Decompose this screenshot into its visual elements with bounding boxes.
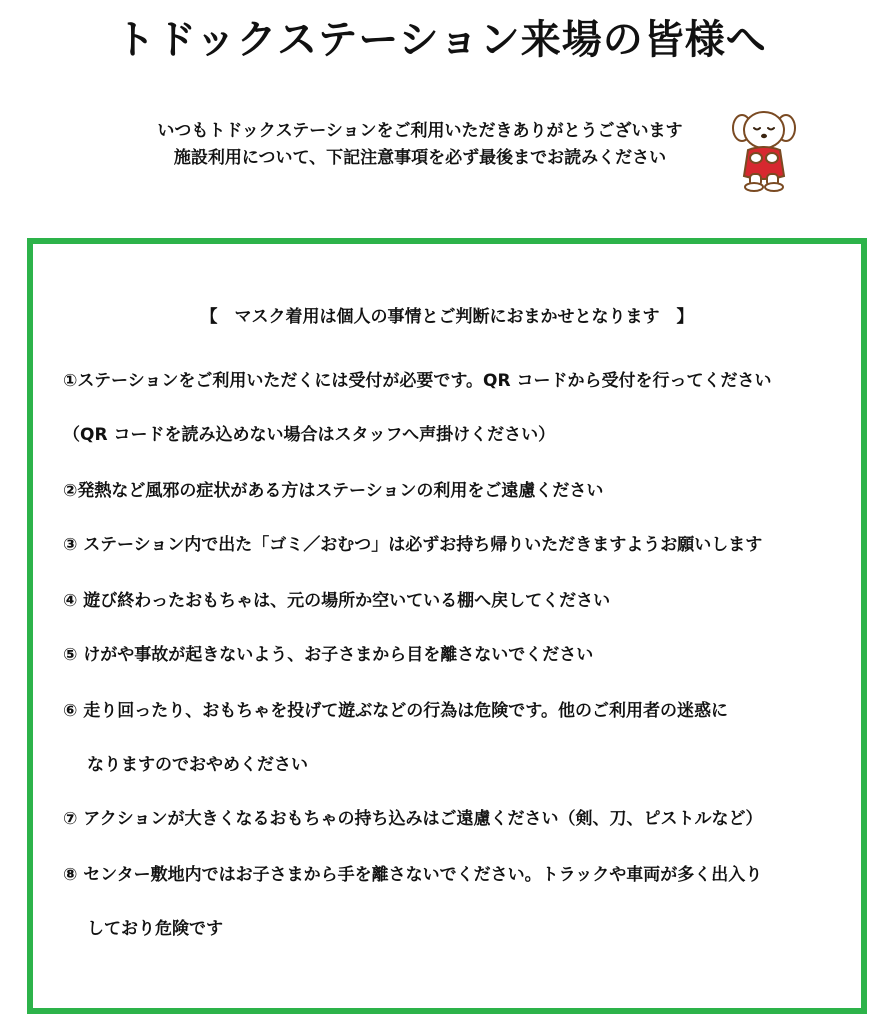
- rule-1-note: （QR コードを読み込めない場合はスタッフへ声掛けください）: [63, 425, 556, 445]
- rule-6-continuation: なりますのでおやめください: [87, 755, 308, 775]
- rule-3: ③ ステーション内で出た「ゴミ／おむつ」は必ずお持ち帰りいただきますようお願いします: [63, 535, 763, 555]
- rule-4: ④ 遊び終わったおもちゃは、元の場所か空いている棚へ戻してください: [63, 591, 611, 611]
- dog-mascot-icon: [730, 106, 798, 192]
- rule-6: ⑥ 走り回ったり、おもちゃを投げて遊ぶなどの行為は危険です。他のご利用者の迷惑に: [63, 701, 728, 721]
- rule-8-continuation: しており危険です: [87, 919, 223, 939]
- page-title: トドックステーション来場の皆様へ: [115, 17, 767, 63]
- notice-heading: 【 マスク着用は個人の事情とご判断におまかせとなります 】: [200, 307, 694, 327]
- rule-5: ⑤ けがや事故が起きないよう、お子さまから目を離さないでください: [63, 645, 594, 665]
- rule-8: ⑧ センター敷地内ではお子さまから手を離さないでください。トラックや車両が多く出入り: [63, 865, 763, 885]
- intro-line-1: いつもトドックステーションをご利用いただきありがとうございます: [157, 121, 683, 141]
- rule-7: ⑦ アクションが大きくなるおもちゃの持ち込みはご遠慮ください（剣、刀、ピストルなど）: [63, 809, 763, 829]
- notice-box: [27, 238, 867, 1014]
- intro-text: [60, 118, 780, 172]
- rule-1: ①ステーションをご利用いただくには受付が必要です。QR コードから受付を行ってください: [63, 371, 772, 391]
- intro-line-2: 施設利用について、下記注意事項を必ず最後までお読みください: [173, 148, 667, 168]
- rule-2: ②発熱など風邪の症状がある方はステーションの利用をご遠慮ください: [63, 481, 604, 501]
